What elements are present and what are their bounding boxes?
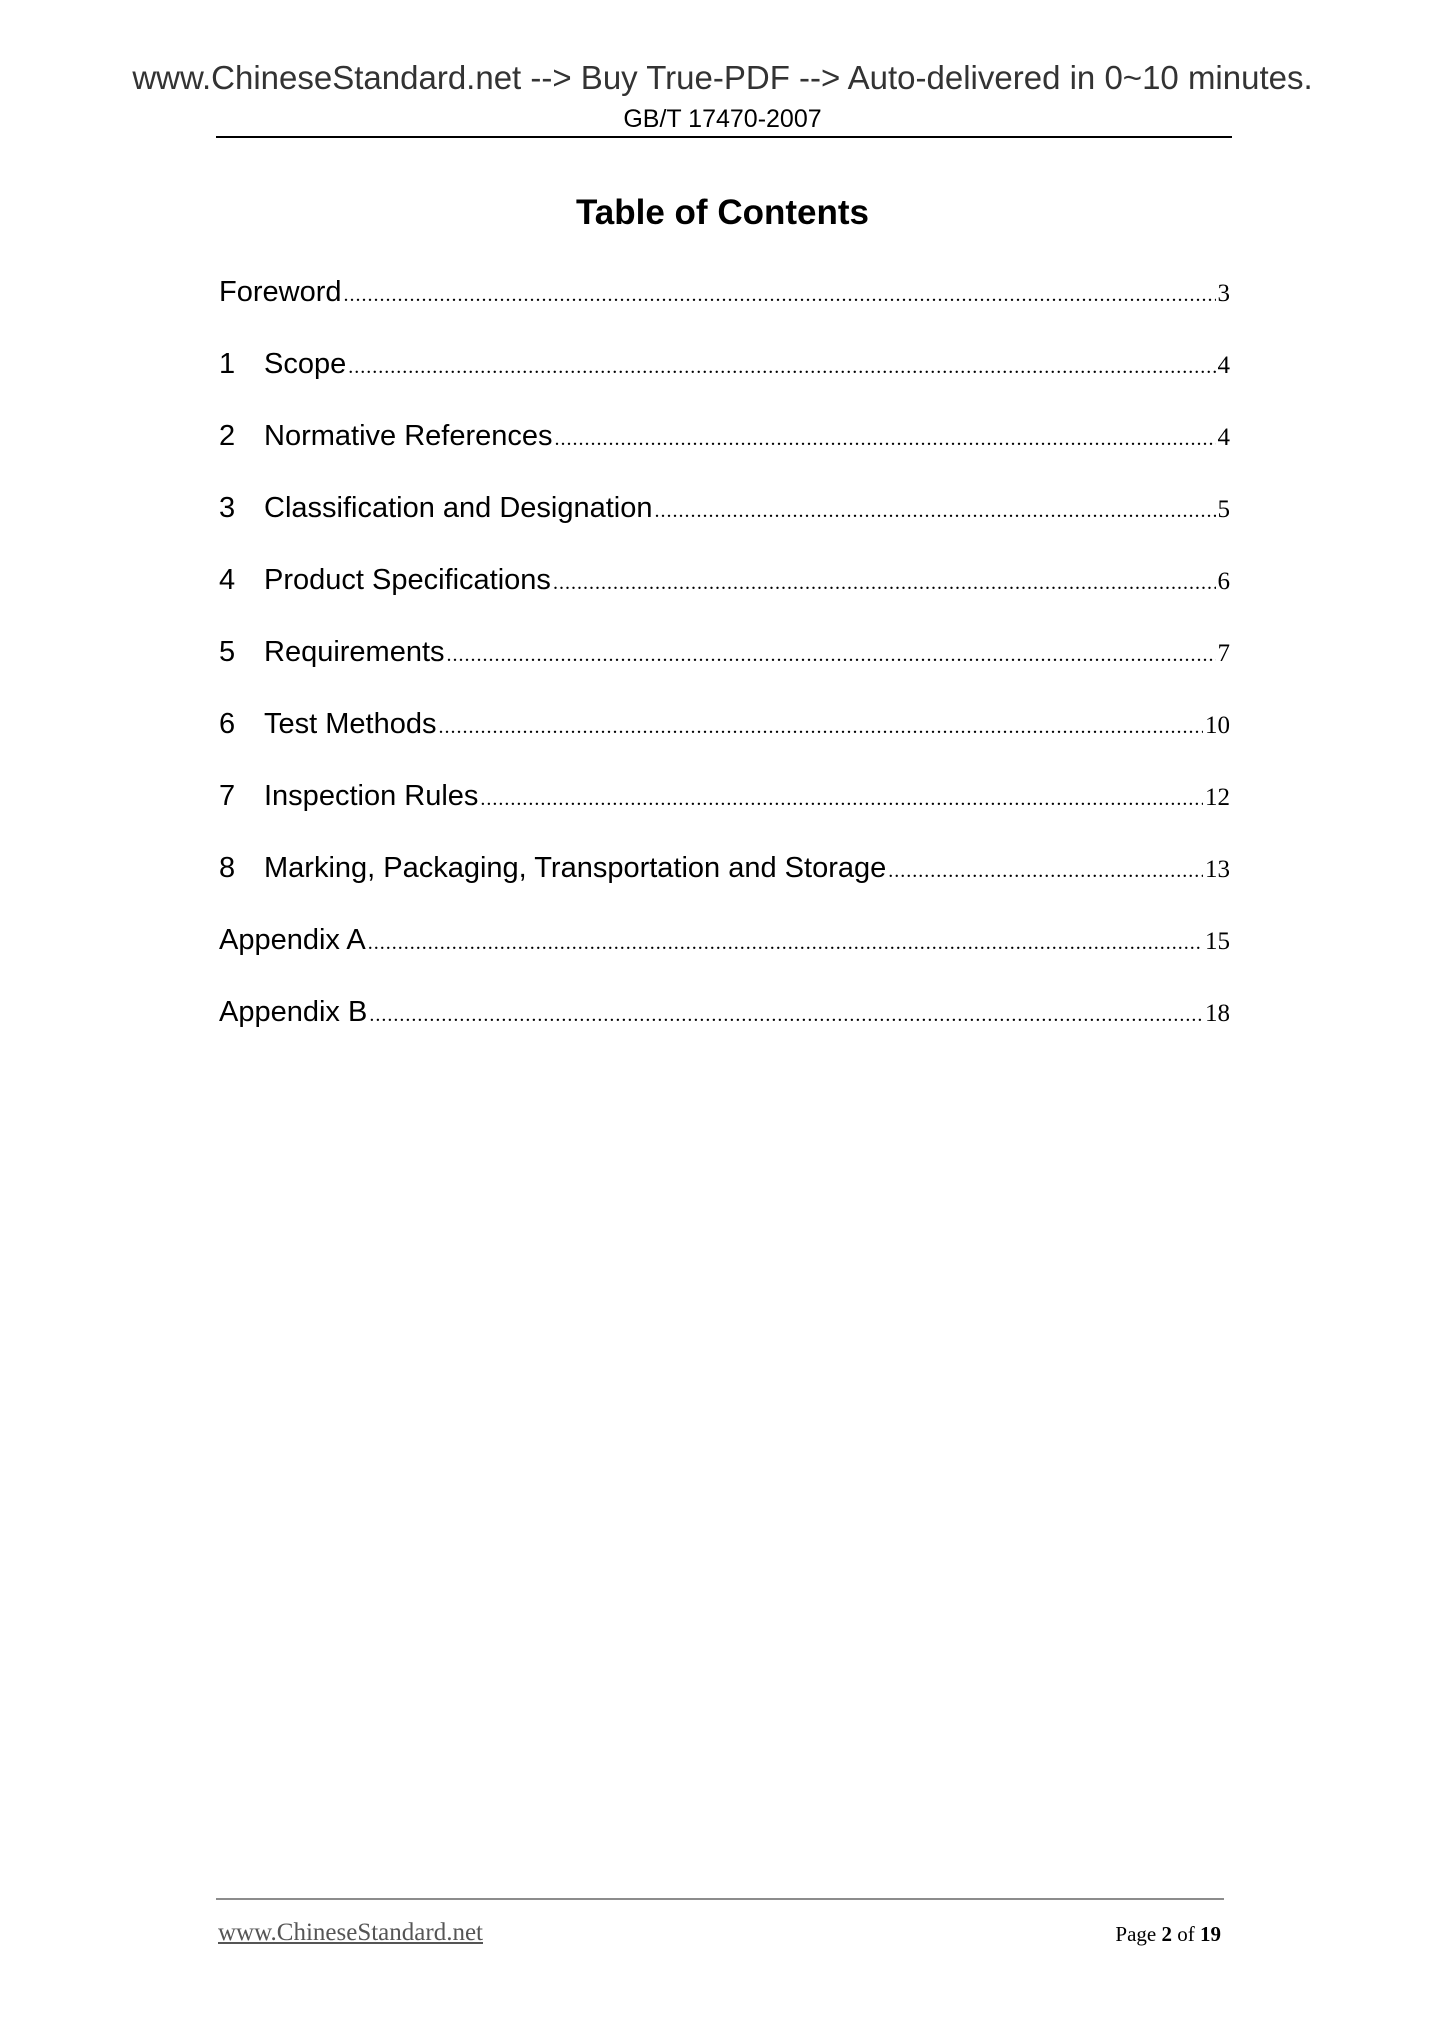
toc-entry-number: 1 [219,348,236,380]
toc-dot-leader [553,563,1216,603]
toc-entry-page: 4 [1217,352,1230,379]
toc-entry-page: 13 [1205,856,1230,883]
toc-entry-page: 18 [1205,1000,1230,1027]
toc-entry-label: Product Specifications [264,564,551,596]
toc-entry-label: Scope [264,348,347,380]
page-word: Page [1115,1922,1157,1946]
page-of: of [1177,1922,1195,1946]
page-current: 2 [1161,1922,1172,1946]
toc-title: Table of Contents [576,193,869,232]
toc-entry-page: 12 [1205,784,1230,811]
toc-entry-label: Test Methods [264,708,437,740]
toc-entry-number: 4 [219,564,236,596]
toc-entry-page: 7 [1217,640,1230,667]
toc-dot-leader [555,419,1216,459]
toc-entry-appendix-a[interactable] [219,920,1230,992]
toc-entry-label: Classification and Designation [264,492,653,524]
toc-dot-leader [447,635,1216,675]
toc-entry-appendix-b[interactable] [219,992,1230,1064]
site-banner[interactable]: www.ChineseStandard.net --> Buy True-PDF --> Auto-delivered in 0~10 minutes. [132,59,1313,96]
document-code: GB/T 17470-2007 [623,105,822,133]
toc-dot-leader [888,851,1203,891]
page-number [1115,1920,1221,1948]
toc-entry-number: 3 [219,492,236,524]
toc-dot-leader [368,923,1203,963]
toc-entry-test-methods[interactable] [219,704,1230,776]
toc-entry-label: Requirements [264,636,445,668]
toc-entry-marking-packaging[interactable] [219,848,1230,920]
toc-entry-number: 6 [219,708,236,740]
toc-entry-page: 3 [1217,280,1230,307]
toc-entry-classification[interactable] [219,488,1230,560]
toc-entry-label: Normative References [264,420,553,452]
toc-entry-scope[interactable] [219,344,1230,416]
toc-dot-leader [348,347,1215,387]
toc-entry-page: 15 [1205,928,1230,955]
footer-site-link[interactable]: www.ChineseStandard.net [218,1919,483,1946]
toc-dot-leader [438,707,1203,747]
toc-entry-product-specifications[interactable] [219,560,1230,632]
footer-divider [216,1898,1224,1900]
toc-entry-number: 5 [219,636,236,668]
toc-dot-leader [344,275,1216,315]
toc-entry-normative-references[interactable] [219,416,1230,488]
toc-entry-page: 4 [1217,424,1230,451]
table-of-contents [219,272,1230,1064]
toc-entry-foreword[interactable] [219,272,1230,344]
toc-entry-page: 6 [1217,568,1230,595]
toc-entry-label: Foreword [219,276,342,308]
toc-dot-leader [480,779,1203,819]
page-total: 19 [1200,1922,1221,1946]
toc-entry-label: Appendix A [219,924,366,956]
header-divider [216,136,1232,138]
toc-entry-label: Appendix B [219,996,368,1028]
toc-entry-number: 7 [219,780,236,812]
toc-entry-inspection-rules[interactable] [219,776,1230,848]
toc-entry-number: 8 [219,852,236,884]
toc-entry-number: 2 [219,420,236,452]
toc-entry-page: 10 [1205,712,1230,739]
toc-dot-leader [369,995,1203,1035]
toc-dot-leader [655,491,1216,531]
toc-entry-label: Inspection Rules [264,780,479,812]
toc-entry-requirements[interactable] [219,632,1230,704]
toc-entry-page: 5 [1217,496,1230,523]
toc-entry-label: Marking, Packaging, Transportation and Storage [264,852,887,884]
